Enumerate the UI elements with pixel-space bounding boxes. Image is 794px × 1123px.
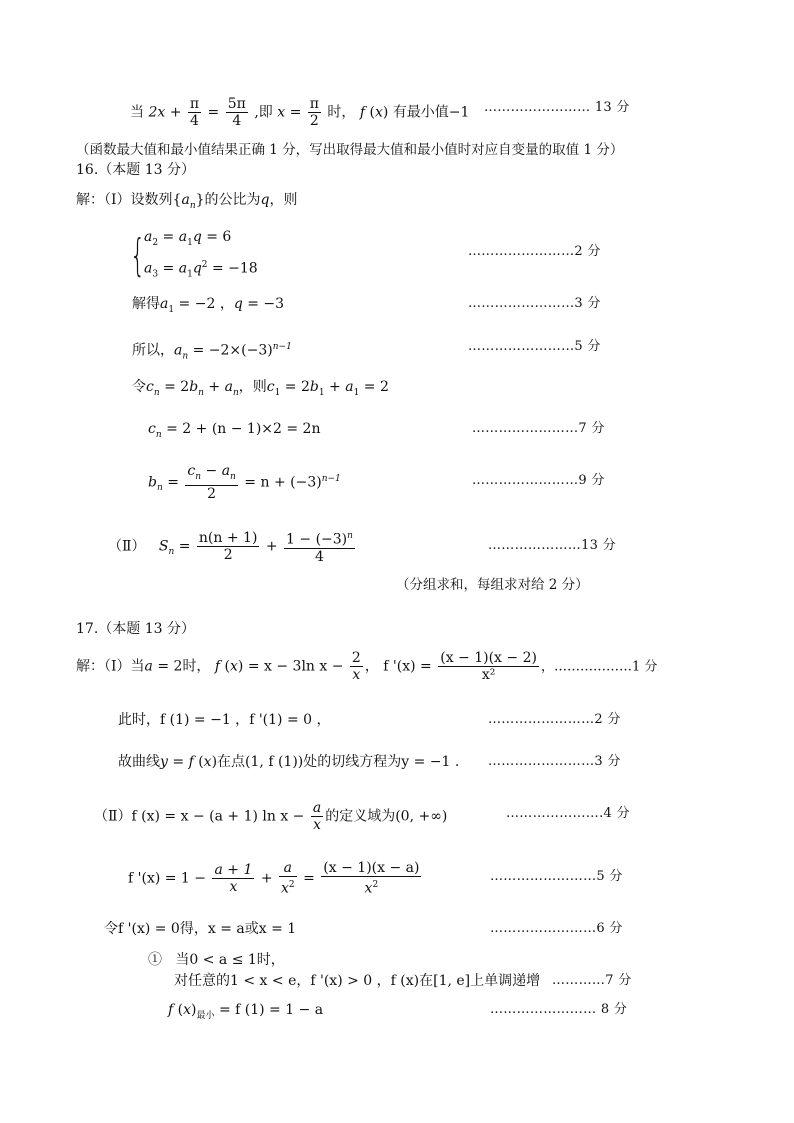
score-2-q16: ……………………2 分 bbox=[468, 244, 601, 259]
score-5-q16: ……………………5 分 bbox=[468, 339, 601, 354]
q17-line6: 令f '(x) = 0得，x = a或x = 1 bbox=[104, 921, 297, 937]
note-maxmin: （函数最大值和最小值结果正确 1 分，写出取得最大值和最小值时对应自变量的取值 1 分） bbox=[76, 142, 624, 158]
line-min-value: 当 2x + $\frac{\pi}{4}$ = $\frac{5\pi}{4}$ ,即 x = $\frac{\pi}{2}$ 时， f (x) 有最小值−1 bbox=[130, 96, 470, 129]
q17-line5: f '(x) = 1 − $\frac{a + 1}{x}$ + $\frac{a}{x^2}$ = $\frac{(x - 1)(x - a)}{x^2}$ bbox=[128, 860, 420, 897]
fraction-cn-an: $\frac{c_n - a_n}{2}$ bbox=[187, 463, 236, 502]
q16-intro: 解：（Ⅰ）设数列$\{a_n\}$的公比为q，则 bbox=[76, 192, 298, 211]
fraction-derivative-1: $\frac{(x - 1)(x - 2)}{\text{x²}}$ bbox=[440, 650, 537, 683]
brace-symbol: { bbox=[130, 229, 146, 281]
fraction-a1-x: $\frac{a + 1}{x}$ bbox=[214, 861, 253, 895]
score-6-q17: ……………………6 分 bbox=[490, 921, 623, 936]
q17-case1-detail: 对任意的1 < x < e，f '(x) > 0 ，f (x)在[1, e]上单调递增 bbox=[174, 973, 541, 989]
q16-bn: $b_n$ = $\frac{c_n - a_n}{2}$ = $n + (-3)^{n-1}$ bbox=[148, 463, 341, 502]
text-when: 当 bbox=[130, 104, 144, 121]
q16-system: { $a_2 = a_1q = 6$ $a_3 = a_1q^2 = -18$ bbox=[130, 229, 258, 281]
q17-case1: ① 当0 < a ≤ 1时， bbox=[148, 952, 285, 968]
fraction-5pi-4: $\frac{5\pi}{4}$ bbox=[227, 96, 246, 129]
q17-line4: （Ⅱ）f (x) = x − (a + 1) ln x − $\frac{a}{x}$ 的定义域为(0, +∞) bbox=[94, 800, 448, 833]
score-13-q16: …………………13 分 bbox=[488, 538, 616, 553]
fraction-pi-2: $\frac{\pi}{2}$ bbox=[309, 96, 319, 129]
q16-solved: 解得$a_1 = -2$ ，q = −3 bbox=[132, 296, 285, 315]
q16-note: （分组求和，每组求对给 2 分） bbox=[396, 577, 589, 593]
q17-line3: 故曲线y = f (x)在点(1, f (1))处的切线方程为y = −1 . bbox=[118, 754, 460, 770]
score-13-line-min: …………………… 13 分 bbox=[484, 100, 630, 115]
fraction-pi-4: $\frac{\pi}{4}$ bbox=[189, 96, 200, 129]
fraction-sn-2: $\frac{1 - (-3)^n}{4}$ bbox=[284, 528, 355, 565]
score-7-q16: ……………………7 分 bbox=[472, 421, 605, 436]
q16-header: 16.（本题 13 分） bbox=[76, 162, 195, 178]
score-3-q16: ……………………3 分 bbox=[468, 296, 601, 311]
q17-line2: 此时，f (1) = −1 ，f '(1) = 0 ， bbox=[118, 712, 331, 728]
fraction-derivative-2: $\frac{(x - 1)(x - a)}{x^2}$ bbox=[323, 860, 420, 897]
q16-sn: （Ⅱ） $S_n$ = $\frac{n(n + 1)}{2}$ + $\frac{1 - (-3)^n}{4}$ bbox=[108, 529, 353, 565]
score-4-q17: ………………….4 分 bbox=[506, 806, 630, 821]
score-9-q16: ……………………9 分 bbox=[472, 473, 605, 488]
score-2-q17: ……………………2 分 bbox=[488, 712, 621, 727]
q16-cn-formula: $c_n = 2 + (n - 1)\times 2 = 2n$ bbox=[148, 421, 321, 440]
q17-header: 17.（本题 13 分） bbox=[76, 621, 195, 637]
q17-line1: 解：（Ⅰ）当a = 2时， f (x) = x − 3ln x − $\frac{2}{x}$ ， f '(x) = $\frac{(x - 1)(x - 2)}{\text{x²}}$ ，………………1 分 bbox=[76, 650, 658, 683]
q16-cn-def: 令$c_n = 2b_n + a_n$，则$c_1 = 2b_1 + a_1 = 2$ bbox=[132, 379, 389, 398]
fraction-a-x2: $\frac{a}{x^2}$ bbox=[281, 860, 295, 897]
q17-min: f $(x)_{最小} = f$ (1) = 1 − a bbox=[168, 1002, 324, 1021]
score-5-q17: ……………………5 分 bbox=[490, 869, 623, 884]
fraction-a-x: $\frac{a}{x}$ bbox=[312, 800, 322, 833]
circled-one-marker: ① bbox=[148, 952, 162, 968]
score-7-q17: …………7 分 bbox=[552, 973, 632, 988]
fraction-2-x: $\frac{2}{x}$ bbox=[351, 650, 361, 683]
q16-an: 所以，$a_n = -2\times(-3)^{n-1}$ bbox=[132, 342, 292, 362]
score-8-q17: …………………… 8 分 bbox=[490, 1002, 628, 1017]
fraction-sn-1: $\frac{n(n + 1)}{2}$ bbox=[198, 529, 258, 563]
score-3-q17: ……………………3 分 bbox=[488, 754, 621, 769]
